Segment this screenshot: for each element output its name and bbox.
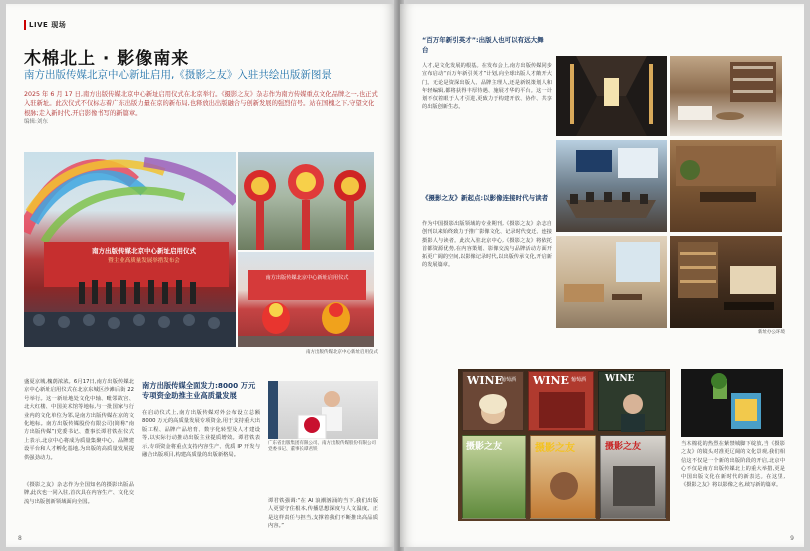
tea-room-photo bbox=[670, 140, 782, 232]
wine-magazine-cover-2: WINE 葡萄酒 bbox=[528, 371, 594, 431]
window bbox=[616, 242, 660, 282]
wine-magazine-cover-3: WINE bbox=[598, 371, 666, 431]
corridor-light bbox=[604, 78, 619, 106]
office-corridor-photo bbox=[556, 56, 667, 136]
sofa bbox=[564, 284, 604, 302]
stage-banner-subtext: 暨主业高质量发展举措发布会 bbox=[108, 258, 180, 264]
photo-caption: 南方出版传媒北京中心新址启用仪式 bbox=[306, 350, 378, 355]
screen bbox=[576, 150, 612, 172]
left-page bbox=[6, 4, 396, 547]
lion-dance-photo bbox=[238, 252, 374, 347]
body-column-1: 盛夏京城,槐荫浓浓。6月17日,南方出版传媒北京中心新址启用仪式在北京东城区沙滩后街 22 号举行。这一新址地处文化中轴、毗邻故宫、北大红楼、中国美术馆等地标,与一批国家与行业内的文化单位为邻,是南方出版传媒在京的文化地标。南方出版传媒股份有限公司(简称“南方出版传媒”)党委书记、董事长谭君铁在仪式上表示,北京中心将成为质量集聚中心、品牌建设平台和人才孵化基地,为出版的高质量发展提供强劲动力。 bbox=[24, 379, 134, 461]
shelf bbox=[678, 242, 718, 298]
lounge-window-photo bbox=[556, 236, 667, 328]
speaker-photo bbox=[268, 381, 378, 439]
office-caption: 新址办公环境 bbox=[758, 330, 785, 335]
stage-banner-text: 南方出版传媒北京中心新址启用仪式 bbox=[92, 247, 196, 255]
talent-body: 人才,是文化发展的根基。在发布会上,南方出版传媒同步宣布启动“百万年新引英才”计划,向全球出版人才敞开大门。无论是资深出版人、品牌主理人,还是新锐策划人和年轻编辑,都将获得丰厚待遇、施展才华的平台。这一计划不仅着眼于人才引进,更致力于构建开放、协作、共享的出版创新生态。 bbox=[422, 63, 552, 111]
column-2-heading: 南方出版传媒全面发力:8000 万元专项资金助推主业高质量发展 bbox=[142, 381, 256, 400]
lion-dancers bbox=[262, 302, 350, 334]
wine-magazine-cover-1: WINE 葡萄酒 bbox=[462, 371, 524, 431]
magazine-covers-photo bbox=[458, 369, 670, 521]
speaker-caption: 广东省出版集团有限公司、南方出版传媒股份有限公司党委书记、董事长谭君铁 bbox=[268, 441, 376, 452]
magazine-body: 作为中国摄影出版领域的专业期刊,《摄影之友》杂志自创刊以来始终致力于推广影像文化、记录时代变迁、连接摄影人与读者。此次入驻北京中心,《摄影之友》将依托首都资源优势,在内容策划、影像交流与品牌活动方面开拓更广阔的空间,以影像记录时代,以出版传承文化,开启新的发展篇章。 bbox=[422, 221, 552, 269]
lit-wall bbox=[730, 266, 776, 294]
article-title: 木棉北上 · 影像南来 bbox=[24, 49, 190, 69]
ceremony-stage-photo bbox=[24, 152, 236, 347]
desk bbox=[724, 302, 774, 310]
editor-credit: 编辑:刘东 bbox=[24, 119, 48, 125]
flower-baskets bbox=[244, 164, 366, 250]
stage-people bbox=[79, 280, 196, 304]
photography-magazine-cover-1: 摄影之友 bbox=[462, 435, 526, 519]
body-column-2: 在启动仪式上,南方出版传媒对外公布设立总额 8000 万元的高质量发展专项资金,用于支持重大出版工程、品牌产品培育、数字化转型及人才建设等,以实际行动推动出版主业提质增效。谭君铁表示,专项资金将重点支持内容生产、优质 IP 开发与融合出版项目,构建高质量的出版新格局。 bbox=[142, 410, 260, 459]
page-number-left: 8 bbox=[18, 535, 22, 542]
plant-display-photo bbox=[681, 369, 783, 437]
library-photo bbox=[670, 236, 782, 328]
right-page bbox=[400, 4, 804, 547]
closing-paragraph: 当木棉花的热烈在紫禁城脚下绽放,当《摄影之友》的镜头对准更辽阔的文化景观,我们相信这不仅是一个新的出版阶段的开启,北京中心不仅是南方出版传媒北上的重大举措,更是中国出版文化在新时代的新表达。在这里,《摄影之友》将以影像之名,续写新的篇章。 bbox=[681, 441, 785, 489]
plant bbox=[680, 160, 700, 180]
balloon-arch bbox=[24, 162, 236, 242]
page-number-right: 9 bbox=[790, 535, 794, 542]
meeting-room-photo bbox=[556, 140, 667, 232]
photography-magazine-cover-3: 摄影之友 bbox=[600, 435, 666, 519]
event-banner-text: 南方出版传媒北京中心新址启用仪式 bbox=[265, 275, 349, 281]
flower-baskets-photo bbox=[238, 152, 374, 250]
article-lead: 2025 年 6 月 17 日,南方出版传媒北京中心新址启用仪式在北京举行。《摄影之友》杂志作为南方传媒重点文化品牌之一,也正式入驻新址。此次仪式不仅标志着广东出版力量在京的新布局,也释放出出版融合与创新发展的强烈信号。站在国槐之下,守望文化根脉;走入新时代,开启影像书写的新篇章。 bbox=[24, 91, 378, 117]
photography-magazine-cover-2: 摄影之友 bbox=[530, 435, 596, 519]
audience bbox=[24, 312, 236, 347]
tea-table bbox=[700, 192, 756, 202]
section-heading-talent: “百万年新引英才”:出版人也可以有远大舞台 bbox=[422, 36, 544, 54]
office-lounge-photo bbox=[670, 56, 782, 136]
speaker-head bbox=[324, 391, 340, 407]
article-subtitle: 南方出版传媒北京中心新址启用,《摄影之友》入驻共绘出版新图景 bbox=[24, 69, 332, 81]
body-column-3: 谭君铁强调:“在 AI 浪潮汹涌的当下,我们出版人更要守住根本,传播思想深度与人文温度。正是这样责任与担当,支撑着我们不断推出高品质内容。” bbox=[268, 498, 378, 530]
lectern-logo bbox=[304, 417, 320, 433]
section-heading-magazine: 《摄影之友》新起点:以影像连接时代与读者 bbox=[422, 194, 549, 202]
section-tag: LIVE 现场 bbox=[24, 20, 66, 30]
body-column-1b: 《摄影之友》杂志作为全国知名的摄影出版品牌,此次也一同入驻,首次具在内容生产、文化交流与出版创新领域面向全国。 bbox=[24, 482, 134, 505]
sofa bbox=[678, 106, 712, 120]
